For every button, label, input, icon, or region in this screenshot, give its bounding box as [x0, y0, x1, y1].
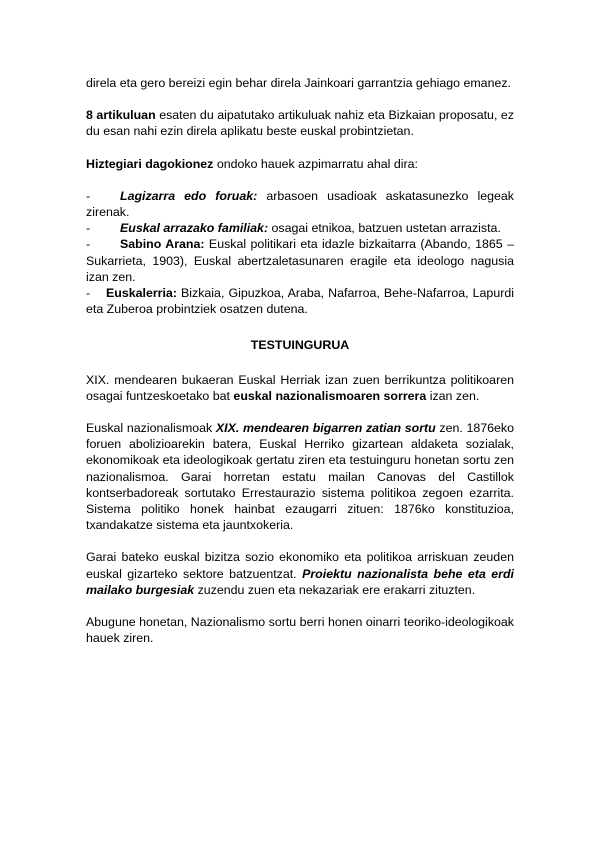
list-item: - Lagizarra edo foruak: arbasoen usadioak askatasunezko legeak zirenak.	[86, 188, 514, 220]
document-page	[86, 75, 514, 646]
section-heading: TESTUINGURUA	[250, 338, 350, 353]
list-term: Euskal arrazako familiak:	[120, 221, 269, 236]
list-term: Sabino Arana:	[120, 237, 205, 252]
vocabulary-label: Hiztegiari dagokionez	[86, 156, 214, 171]
paragraph-5: Euskal nazionalismoak XIX. mendearen bigarren zatian sortu zen. 1876eko foruen abolizioarekin batera, Euskal Herriko gizartean aldaketa sozialak, ekonomikoak eta ideologikoak gertatu ziren eta testuinguru honetan sortu zen nazionalismoa. Garai horretan estatu mailan Canovas del Castillok kontserbadoreak sortutako Errestaurazio sistema politikoa zegoen ezarrita. Sistema politiko honek hainbat ezaugarri zituen: 1876ko konstituzioa, txandakatze sistema eta jauntxokeria.	[86, 421, 514, 533]
list-item: - Euskalerria: Bizkaia, Gipuzkoa, Araba, Nafarroa, Behe-Nafarroa, Lapurdi eta Zuberoa probintziek osatzen dutena.	[86, 286, 514, 317]
list-item: - Euskal arrazako familiak: osagai etnikoa, batzuen ustetan arrazista.	[86, 221, 501, 236]
paragraph-7: Abugune honetan, Nazionalismo sortu berri honen oinarri teoriko-ideologikoak hauek ziren.	[86, 615, 514, 646]
list-item: - Sabino Arana: Euskal politikari eta idazle bizkaitarra (Abando, 1865 – Sukarrieta, 1903), Euskal abertzaletasunaren eragile eta ideologo nagusia izan zen.	[86, 237, 514, 284]
paragraph-2: 8 artikuluan esaten du aipatutako artikuluak nahiz eta Bizkaian proposatu, ez du esan nahi ezin direla aplikatu beste euskal probintzietan.	[86, 108, 515, 139]
list-term: Euskalerria:	[106, 286, 177, 301]
paragraph-6: Garai bateko euskal bizitza sozio ekonomiko eta politikoa arriskuan zeuden euskal gizarteko sektore batzuentzat. Proiektu nazionalista behe eta erdi mailako burgesiak zuzendu zuen eta nekazariak ere erakarri zituzten.	[86, 550, 514, 597]
paragraph-4: XIX. mendearen bukaeran Euskal Herriak izan zuen berrikuntza politikoaren osagai funtzeskoetako bat euskal nazionalismoaren sorrera izan zen.	[86, 372, 514, 403]
list-term: Lagizarra edo foruak:	[120, 188, 258, 203]
paragraph-1: direla eta gero bereizi egin behar direla Jainkoari garrantzia gehiago emanez.	[86, 76, 511, 90]
paragraph-3: Hiztegiari dagokionez ondoko hauek azpimarratu ahal dira:	[86, 156, 418, 171]
article-8-label: 8 artikuluan	[86, 108, 156, 123]
